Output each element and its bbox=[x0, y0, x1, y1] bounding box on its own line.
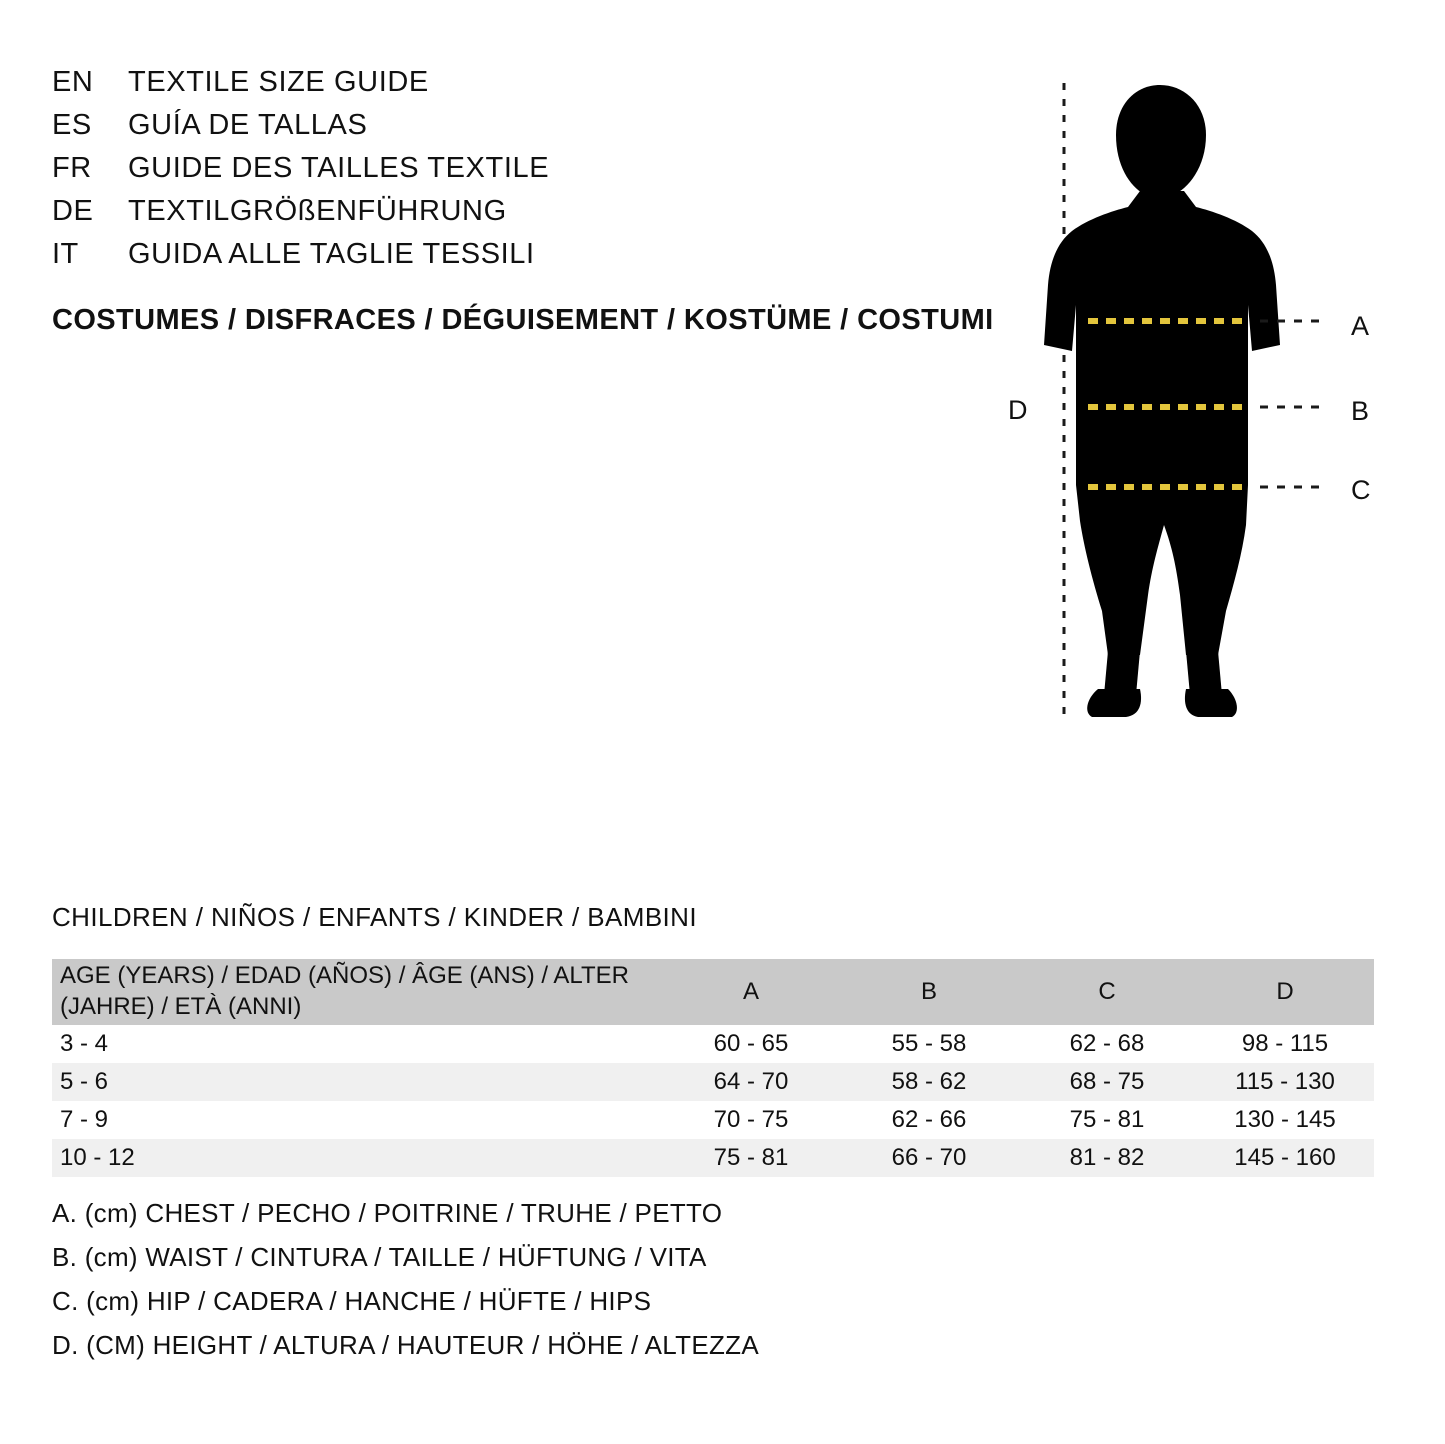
table-row bbox=[52, 1063, 1374, 1101]
size-table-section bbox=[52, 902, 1392, 1177]
measurement-figure bbox=[980, 55, 1400, 735]
figure-label-a: A bbox=[1351, 311, 1370, 341]
table-row bbox=[52, 1025, 1374, 1063]
figure-label-c: C bbox=[1351, 475, 1371, 505]
cell-waist: 62 - 66 bbox=[891, 1106, 967, 1133]
table-header-a: A bbox=[742, 978, 759, 1005]
language-row-en bbox=[52, 66, 972, 109]
language-code-de: DE bbox=[52, 195, 94, 227]
silhouette-shape bbox=[1044, 85, 1280, 717]
table-header-b: B bbox=[920, 978, 937, 1005]
language-row-it bbox=[52, 238, 972, 281]
cell-height: 115 - 130 bbox=[1235, 1068, 1335, 1095]
table-header-row bbox=[52, 959, 1374, 1025]
cell-age: 5 - 6 bbox=[60, 1068, 109, 1095]
legend-line-b: B. (cm) WAIST / CINTURA / TAILLE / HÜFTUNG / VITA bbox=[52, 1242, 707, 1272]
measurement-legend bbox=[52, 1198, 759, 1374]
table-row bbox=[52, 1139, 1374, 1177]
language-code-fr: FR bbox=[52, 152, 92, 184]
language-text-de: TEXTILGRÖßENFÜHRUNG bbox=[128, 195, 507, 227]
cell-waist: 55 - 58 bbox=[891, 1030, 967, 1057]
cell-age: 7 - 9 bbox=[60, 1106, 109, 1133]
table-header-d: D bbox=[1276, 978, 1294, 1005]
legend-line-a: A. (cm) CHEST / PECHO / POITRINE / TRUHE / PETTO bbox=[52, 1198, 723, 1228]
language-text-fr: GUIDE DES TAILLES TEXTILE bbox=[128, 152, 550, 184]
table-section-title: CHILDREN / NIÑOS / ENFANTS / KINDER / BAMBINI bbox=[52, 902, 697, 932]
language-code-en: EN bbox=[52, 66, 94, 98]
costumes-subtitle: COSTUMES / DISFRACES / DÉGUISEMENT / KOSTÜME / COSTUMI bbox=[52, 304, 994, 336]
language-row-es bbox=[52, 109, 972, 152]
cell-waist: 58 - 62 bbox=[891, 1068, 967, 1095]
cell-chest: 70 - 75 bbox=[713, 1106, 789, 1133]
language-code-es: ES bbox=[52, 109, 92, 141]
language-text-it: GUIDA ALLE TAGLIE TESSILI bbox=[128, 238, 535, 270]
language-code-it: IT bbox=[52, 238, 79, 270]
children-size-table bbox=[52, 959, 1374, 1177]
cell-hip: 68 - 75 bbox=[1069, 1068, 1145, 1095]
legend-line-d: D. (CM) HEIGHT / ALTURA / HAUTEUR / HÖHE / ALTEZZA bbox=[52, 1330, 759, 1360]
cell-age: 3 - 4 bbox=[60, 1030, 109, 1057]
table-header-c: C bbox=[1098, 978, 1116, 1005]
figure-label-d: D bbox=[1008, 395, 1028, 425]
language-text-en: TEXTILE SIZE GUIDE bbox=[128, 66, 429, 98]
table-row bbox=[52, 1101, 1374, 1139]
cell-waist: 66 - 70 bbox=[891, 1144, 967, 1171]
cell-hip: 81 - 82 bbox=[1069, 1144, 1145, 1171]
cell-height: 98 - 115 bbox=[1241, 1030, 1329, 1057]
cell-chest: 64 - 70 bbox=[713, 1068, 789, 1095]
table-header-age: AGE (YEARS) / EDAD (AÑOS) / ÂGE (ANS) / ALTER (JAHRE) / ETÀ (ANNI) bbox=[60, 962, 629, 1020]
cell-height: 130 - 145 bbox=[1234, 1106, 1336, 1133]
cell-hip: 62 - 68 bbox=[1069, 1030, 1145, 1057]
language-row-de bbox=[52, 195, 972, 238]
language-row-fr bbox=[52, 152, 972, 195]
cell-chest: 75 - 81 bbox=[713, 1144, 789, 1171]
language-text-es: GUÍA DE TALLAS bbox=[128, 109, 368, 141]
cell-chest: 60 - 65 bbox=[713, 1030, 789, 1057]
legend-line-c: C. (cm) HIP / CADERA / HANCHE / HÜFTE / HIPS bbox=[52, 1286, 652, 1316]
cell-age: 10 - 12 bbox=[60, 1144, 135, 1171]
child-silhouette-icon bbox=[980, 55, 1400, 735]
figure-label-b: B bbox=[1351, 396, 1370, 426]
cell-height: 145 - 160 bbox=[1234, 1144, 1336, 1171]
language-header-block bbox=[52, 66, 994, 337]
cell-hip: 75 - 81 bbox=[1069, 1106, 1145, 1133]
